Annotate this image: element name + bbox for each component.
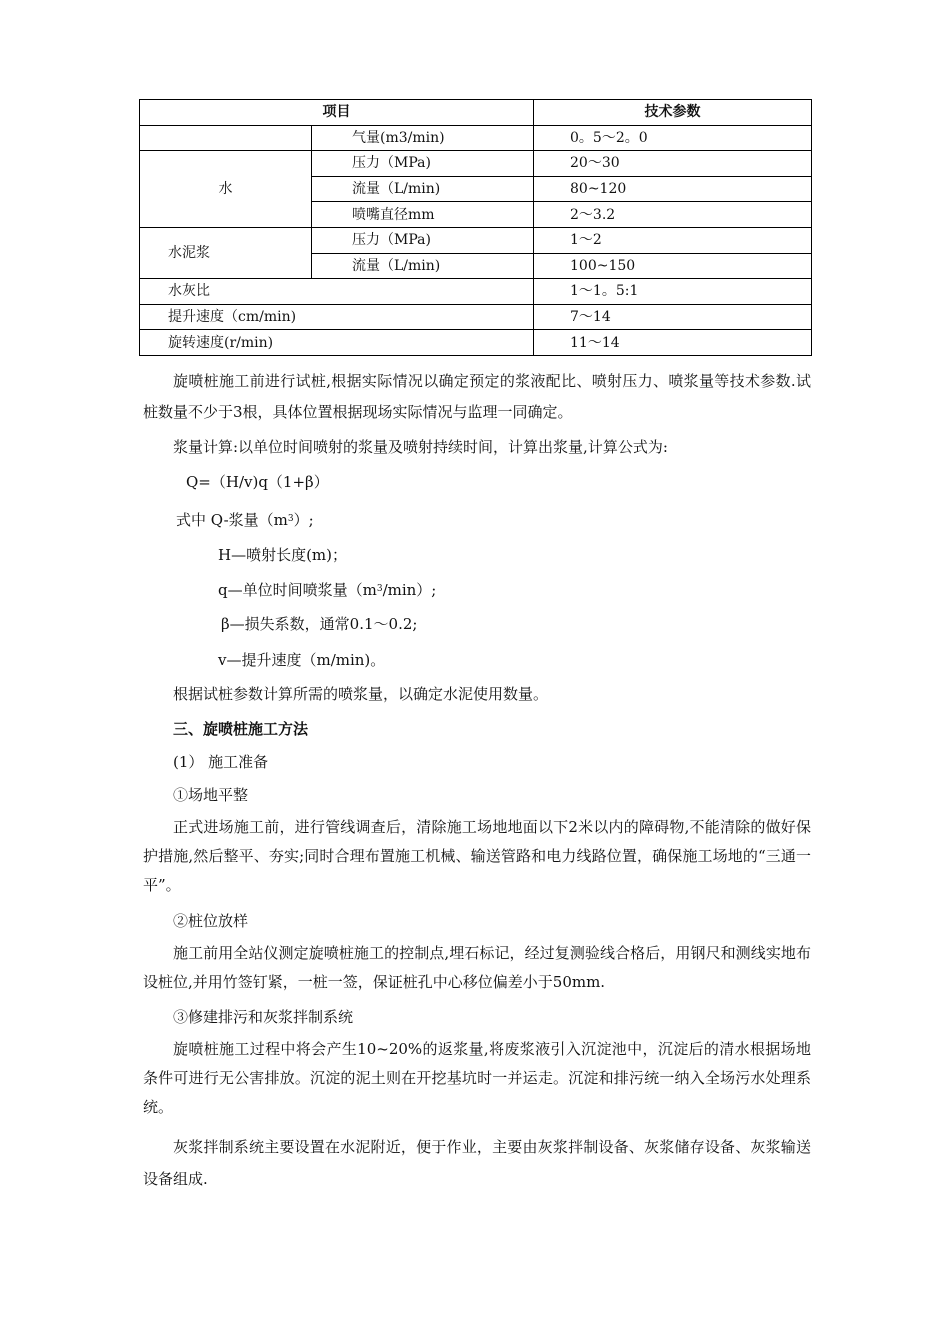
row-value: 1～2 bbox=[534, 227, 812, 253]
row-value: 80~120 bbox=[534, 176, 812, 202]
item-heading-pile-layout: ②桩位放样 bbox=[173, 912, 249, 930]
row-label: 流量（L/min) bbox=[312, 253, 534, 279]
definition-h: H—喷射长度(m)； bbox=[218, 546, 348, 564]
row-label: 压力（MPa) bbox=[312, 151, 534, 177]
item-heading-site-leveling: ①场地平整 bbox=[173, 786, 249, 804]
table-row bbox=[140, 304, 812, 330]
where-text-end: ）; bbox=[293, 511, 314, 529]
paragraph-cement-amount: 根据试桩参数计算所需的喷浆量，以确定水泥使用数量。 bbox=[173, 685, 549, 703]
definition-q bbox=[218, 579, 436, 600]
row-label: 喷嘴直径mm bbox=[312, 202, 534, 228]
row-label: 旋转速度(r/min) bbox=[140, 330, 534, 356]
where-text: 式中 Q-浆量（m bbox=[176, 511, 288, 529]
row-value: 1～1。5:1 bbox=[534, 279, 812, 305]
row-value: 11～14 bbox=[534, 330, 812, 356]
technical-parameters-table bbox=[139, 99, 812, 356]
formula-where bbox=[176, 509, 314, 530]
table-row bbox=[140, 151, 812, 177]
paragraph-site-leveling: 正式进场施工前，进行管线调查后，清除施工场地地面以下2米以内的障碍物,不能清除的做好保护措施,然后整平、夯实;同时合理布置施工机械、输送管路和电力线路位置，确保施工场地的“三通一平”。 bbox=[143, 818, 811, 894]
table-header-row bbox=[140, 100, 812, 126]
table-row bbox=[140, 227, 812, 253]
row-value: 20～30 bbox=[534, 151, 812, 177]
unit-superscript: 3 bbox=[287, 514, 294, 524]
row-value: 100~150 bbox=[534, 253, 812, 279]
row-value: 0。5～2。0 bbox=[534, 125, 812, 151]
header-param: 技术参数 bbox=[534, 100, 812, 126]
subsection-heading: (1） 施工准备 bbox=[173, 753, 269, 771]
row-label: 流量（L/min) bbox=[312, 176, 534, 202]
header-item: 项目 bbox=[140, 100, 534, 126]
table-row bbox=[140, 125, 812, 151]
paragraph-pile-layout: 施工前用全站仪测定旋喷桩施工的控制点,埋石标记，经过复测验线合格后，用钢尺和测线实地布设桩位,并用竹签钉紧，一桩一签，保证桩孔中心移位偏差小于50mm. bbox=[143, 944, 811, 991]
paragraph-test-pile: 旋喷桩施工前进行试桩,根据实际情况以确定预定的浆液配比、喷射压力、喷浆量等技术参数.试桩数量不少于3根，具体位置根据现场实际情况与监理一同确定。 bbox=[143, 372, 811, 421]
row-value: 7～14 bbox=[534, 304, 812, 330]
row-value: 2～3.2 bbox=[534, 202, 812, 228]
q-def-text-end: /min）; bbox=[382, 581, 437, 599]
row-label: 压力（MPa) bbox=[312, 227, 534, 253]
paragraph-mixing-system: 灰浆拌制系统主要设置在水泥附近，便于作业，主要由灰浆拌制设备、灰浆储存设备、灰浆输送设备组成. bbox=[143, 1138, 811, 1188]
definition-beta: β—损失系数，通常0.1～0.2; bbox=[221, 615, 418, 633]
group-cement: 水泥浆 bbox=[140, 227, 312, 278]
definition-v: v—提升速度（m/min)。 bbox=[218, 651, 386, 669]
item-heading-drainage: ③修建排污和灰浆拌制系统 bbox=[173, 1008, 354, 1026]
row-label: 气量(m3/min) bbox=[312, 125, 534, 151]
table-row bbox=[140, 330, 812, 356]
q-def-text: q—单位时间喷浆量（m bbox=[218, 581, 377, 599]
unit-superscript: 3 bbox=[376, 584, 383, 594]
paragraph-slurry-calc: 浆量计算:以单位时间喷射的浆量及喷射持续时间，计算出浆量,计算公式为: bbox=[173, 438, 668, 456]
row-label: 提升速度（cm/min) bbox=[140, 304, 534, 330]
row-label: 水灰比 bbox=[140, 279, 534, 305]
formula: Q=（H/v)q（1+β） bbox=[186, 473, 329, 491]
section-heading: 三、旋喷桩施工方法 bbox=[173, 720, 309, 738]
empty-cell bbox=[140, 125, 312, 151]
paragraph-drainage: 旋喷桩施工过程中将会产生10~20%的返浆量,将废浆液引入沉淀池中，沉淀后的清水根据场地条件可进行无公害排放。沉淀的泥土则在开挖基坑时一并运走。沉淀和排污统一纳入全场污水处理系统。 bbox=[143, 1040, 811, 1116]
group-water: 水 bbox=[140, 151, 312, 228]
table-row bbox=[140, 279, 812, 305]
